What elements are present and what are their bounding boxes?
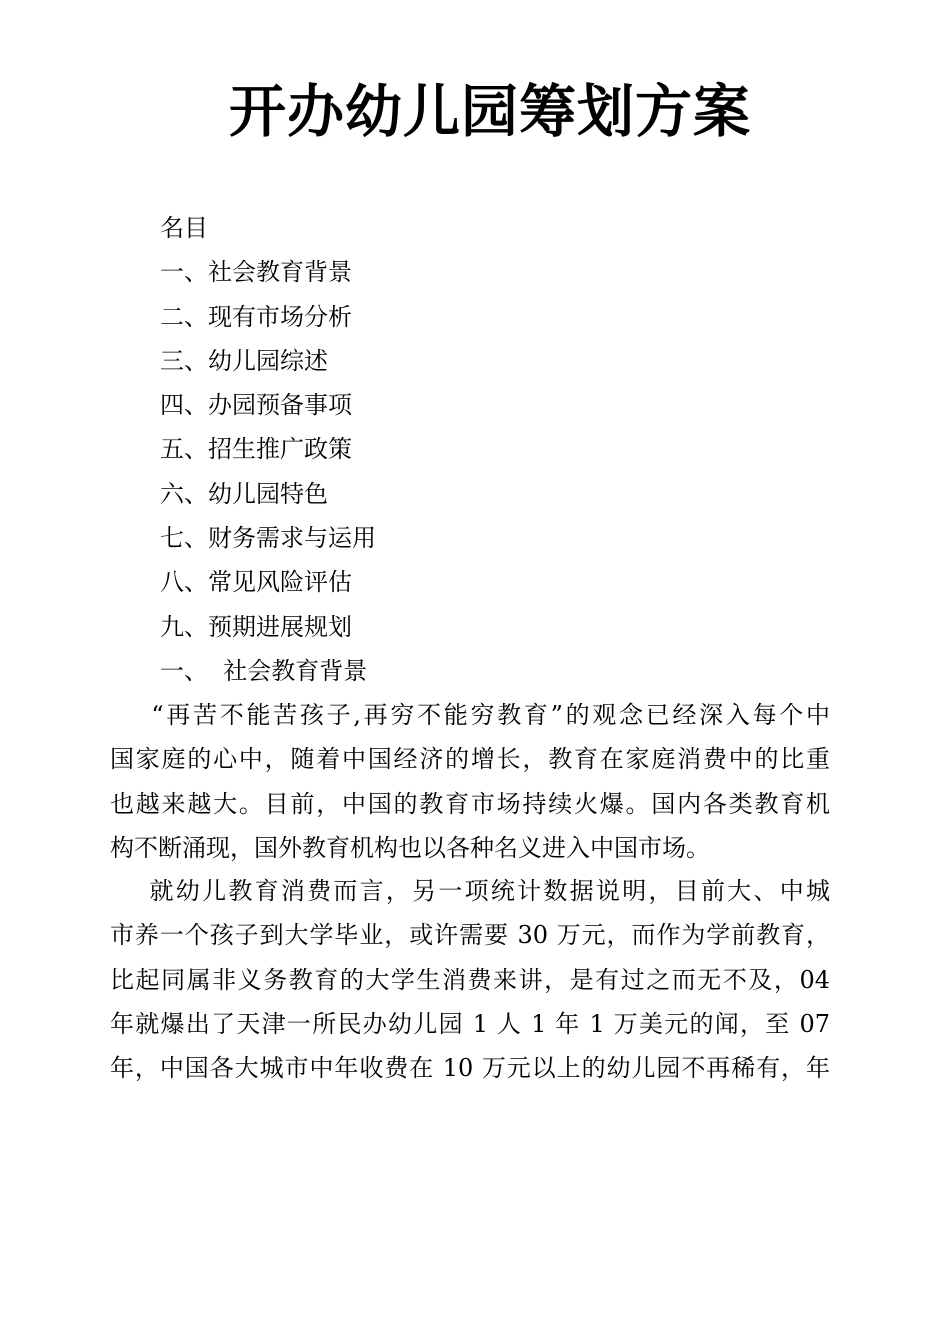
paragraph-line: 比起同属非义务教育的大学生消费来讲，是有过之而无不及，04 — [110, 965, 830, 994]
paragraph-line: 就幼儿教育消费而言，另一项统计数据说明，目前大、中城 — [110, 877, 830, 905]
paragraph-line: 也越来越大。目前，中国的教育市场持续火爆。国内各类教育机 — [110, 789, 830, 818]
document-title: 开办幼儿园筹划方案 — [229, 79, 751, 145]
paragraph-line: 市养一个孩子到大学毕业，或许需要 30 万元，而作为学前教育， — [110, 921, 830, 950]
toc-item: 六、幼儿园特色 — [160, 479, 328, 508]
paragraph-consumption-statistics — [110, 869, 830, 1090]
toc-item: 九、预期进展规划 — [160, 612, 352, 641]
toc-item: 三、幼儿园综述 — [160, 346, 328, 375]
table-of-contents — [160, 206, 376, 649]
paragraph-education-background — [110, 693, 830, 870]
toc-item: 八、常见风险评估 — [160, 568, 352, 597]
paragraph-line: “再苦不能苦孩子,再穷不能穷教育”的观念已经深入每个中 — [110, 701, 830, 729]
paragraph-line: 构不断涌现，国外教育机构也以各种名义进入中国市场。 — [110, 833, 710, 862]
paragraph-line: 年就爆出了天津一所民办幼儿园 1 人 1 年 1 万美元的闻，至 07 — [110, 1009, 830, 1038]
toc-heading: 名目 — [160, 214, 208, 242]
toc-item: 七、财务需求与运用 — [160, 524, 376, 553]
toc-item: 一、社会教育背景 — [160, 258, 352, 287]
paragraph-line: 国家庭的心中，随着中国经济的增长，教育在家庭消费中的比重 — [110, 745, 830, 774]
toc-item: 四、办园预备事项 — [160, 391, 352, 420]
section-heading: 一、 社会教育背景 — [160, 657, 368, 685]
toc-item: 二、现有市场分析 — [160, 302, 352, 331]
toc-item: 五、招生推广政策 — [160, 435, 352, 464]
paragraph-line: 年，中国各大城市中年收费在 10 万元以上的幼儿园不再稀有，年 — [110, 1054, 830, 1083]
